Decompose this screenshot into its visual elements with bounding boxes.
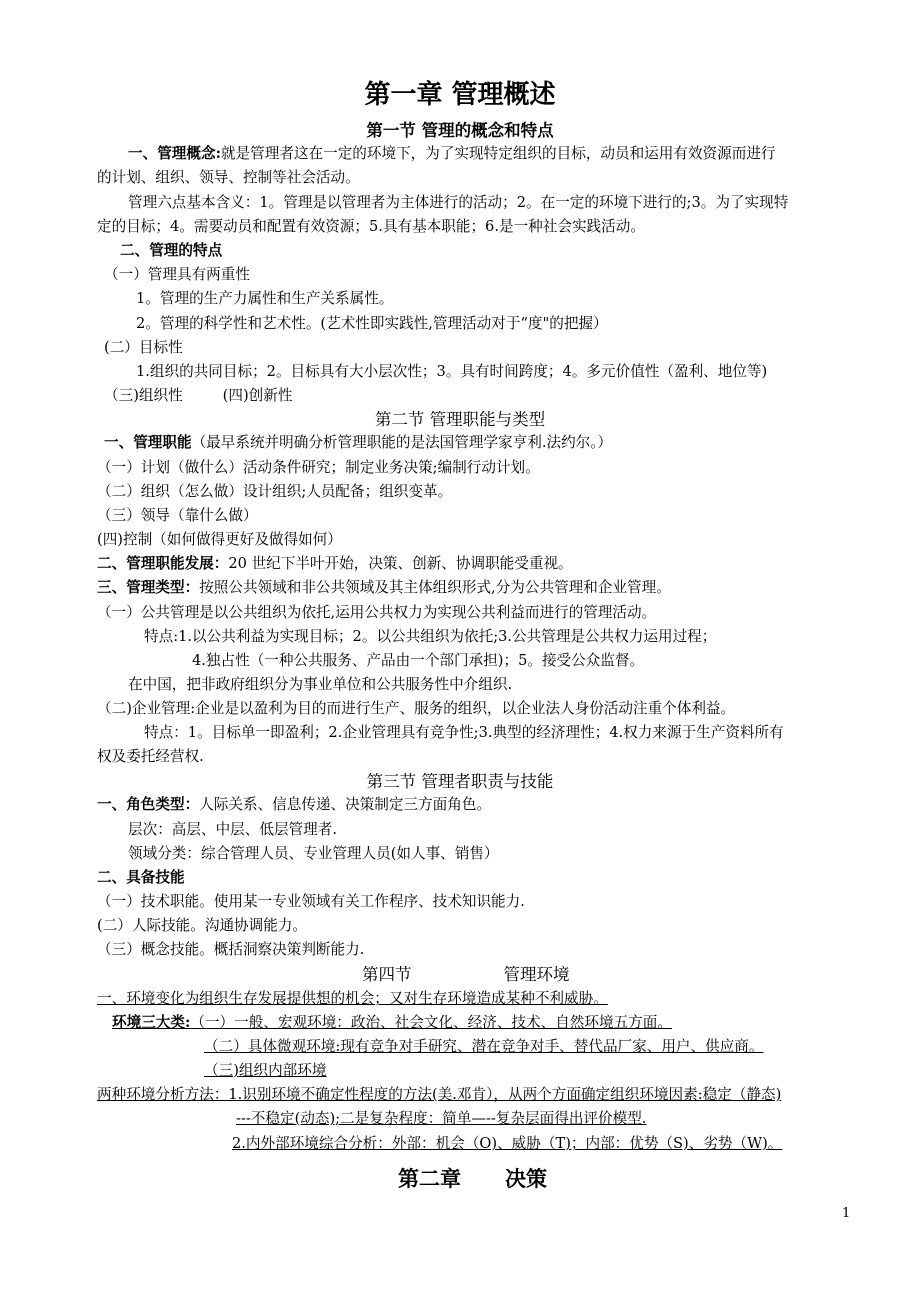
org-label: （三)组织性 (104, 387, 183, 404)
role-label: 一、角色类型： (97, 796, 200, 813)
analysis-methods-2: ---不稳定(动态);二是复杂程度：简单—--复杂层面得出评价模型. (236, 1110, 647, 1127)
public-features-1: 特点:1.以公共利益为实现目标；2。以公共组织为依托;3.公共管理是公共权力运用过程； (144, 628, 717, 645)
chapter-2-name: 决策 (505, 1167, 547, 1191)
concept-paragraph (128, 143, 776, 165)
section-4-title (362, 963, 570, 987)
section-3-title: 第三节 管理者职责与技能 (366, 772, 554, 791)
section-4-name: 管理环境 (503, 965, 570, 984)
function-lead: （三）领导（靠什么做） (97, 507, 258, 524)
concept-label: 一、管理概念: (128, 145, 221, 162)
three-types-item-3: （三)组织内部环境 (204, 1062, 327, 1079)
dual-nature-item-2: 2。管理的科学性和艺术性。(艺术性即实践性,管理活动对于“度"的把握） (136, 315, 608, 332)
environment-three-types (112, 1012, 672, 1034)
skills-heading: 二、具备技能 (97, 869, 185, 886)
china-note: 在中国，把非政府组织分为事业单位和公共服务性中介组织. (128, 676, 513, 693)
section-4-number: 第四节 (362, 965, 412, 984)
goal-item-1: 1.组织的共同目标；2。目标具有大小层次性；3。具有时间跨度；4。多元价值性（盈利、地位等) (136, 363, 768, 380)
public-features-2: 4.独占性（一种公共服务、产品由一个部门承担)；5。接受公众监督。 (192, 652, 645, 669)
innov-label: (四)创新性 (222, 387, 293, 404)
org-innov-line (104, 385, 292, 407)
analysis-methods-1: 两种环境分析方法：1.识别环境不确定性程度的方法(美.邓肯），从两个方面确定组织环境因素:稳定（静态) (97, 1086, 782, 1103)
skill-human: (二）人际技能。沟通协调能力。 (97, 917, 308, 934)
chapter-2-number: 第二章 (398, 1167, 461, 1191)
concept-continuation: 的计划、组织、领导、控制等社会活动。 (97, 169, 360, 186)
management-types (97, 577, 671, 599)
development-label: 二、管理职能发展： (97, 555, 229, 572)
role-types (97, 794, 491, 816)
dual-nature-heading: （一）管理具有两重性 (104, 266, 250, 283)
six-points-line-1: 管理六点基本含义：1。管理是以管理者为主体进行的活动；2。在一定的环境下进行的;3。为了实现特 (128, 194, 789, 211)
analysis-methods-3: 2.内外部环境综合分析：外部：机会（O)、威胁（T)；内部：优势（S)、劣势（W)。 (232, 1135, 783, 1152)
chapter-title: 第一章 管理概述 (364, 80, 556, 110)
goal-heading: (二）目标性 (104, 339, 183, 356)
functions-line (104, 432, 612, 454)
enterprise-features-2: 权及委托经营权. (97, 748, 204, 765)
development-text: 20 世纪下半叶开始，决策、创新、协调职能受重视。 (228, 555, 573, 572)
role-levels: 层次：高层、中层、低层管理者. (128, 821, 337, 838)
function-development (97, 553, 573, 575)
public-management: （一）公共管理是以公共组织为依托,运用公共权力为实现公共利益而进行的管理活动。 (97, 604, 657, 621)
environment-change: 一、环境变化为组织生存发展提供想的机会；又对生存环境造成某种不利威胁。 (97, 990, 608, 1007)
features-heading: 二、管理的特点 (120, 242, 223, 259)
types-label: 三、管理类型： (97, 579, 200, 596)
chapter-2-title (398, 1164, 547, 1194)
function-control: (四)控制（如何做得更好及做得如何） (97, 531, 342, 548)
three-types-item-1: （一）一般、宏观环境：政治、社会文化、经济、技术、自然环境五方面。 (190, 1014, 672, 1031)
enterprise-features-1: 特点：1。目标单一即盈利；2.企业管理具有竞争性;3.典型的经济理性；4.权力来源于生产资料所有 (144, 724, 784, 741)
concept-text: 就是管理者这在一定的环境下，为了实现特定组织的目标，动员和运用有效资源而进行 (220, 145, 776, 162)
functions-note: （最早系统并明确分析管理职能的是法国管理学家亨利.法约尔。） (191, 434, 613, 451)
enterprise-management: （二)企业管理:企业是以盈利为目的而进行生产、服务的组织，以企业法人身份活动注重个体利益。 (97, 700, 736, 717)
dual-nature-item-1: 1。管理的生产力属性和生产关系属性。 (136, 290, 394, 307)
skill-conceptual: （三）概念技能。概括洞察决策判断能力. (97, 941, 365, 958)
six-points-line-2: 定的目标；4。需要动员和配置有效资源；5.具有基本职能；6.是一种社会实践活动。 (97, 218, 645, 235)
skill-technical: （一）技术职能。使用某一专业领域有关工作程序、技术知识能力. (97, 893, 525, 910)
role-text: 人际关系、信息传递、决策制定三方面角色。 (199, 796, 492, 813)
function-plan: （一）计划（做什么）活动条件研究；制定业务决策;编制行动计划。 (97, 459, 540, 476)
functions-label: 一、管理职能 (104, 434, 192, 451)
three-types-label: 环境三大类: (112, 1014, 191, 1031)
section-2-title: 第二节 管理职能与类型 (374, 410, 546, 429)
three-types-item-2: （二）具体微观环境:现有竞争对手研究、潜在竞争对手、替代品厂家、用户、供应商。 (204, 1038, 764, 1055)
types-text: 按照公共领域和非公共领域及其主体组织形式,分为公共管理和企业管理。 (199, 579, 671, 596)
section-1-title: 第一节 管理的概念和特点 (366, 121, 554, 140)
role-domains: 领域分类：综合管理人员、专业管理人员(如人事、销售） (128, 845, 499, 862)
page-number: 1 (842, 1206, 851, 1221)
function-organize: （二）组织（怎么做）设计组织;人员配备；组织变革。 (97, 483, 453, 500)
